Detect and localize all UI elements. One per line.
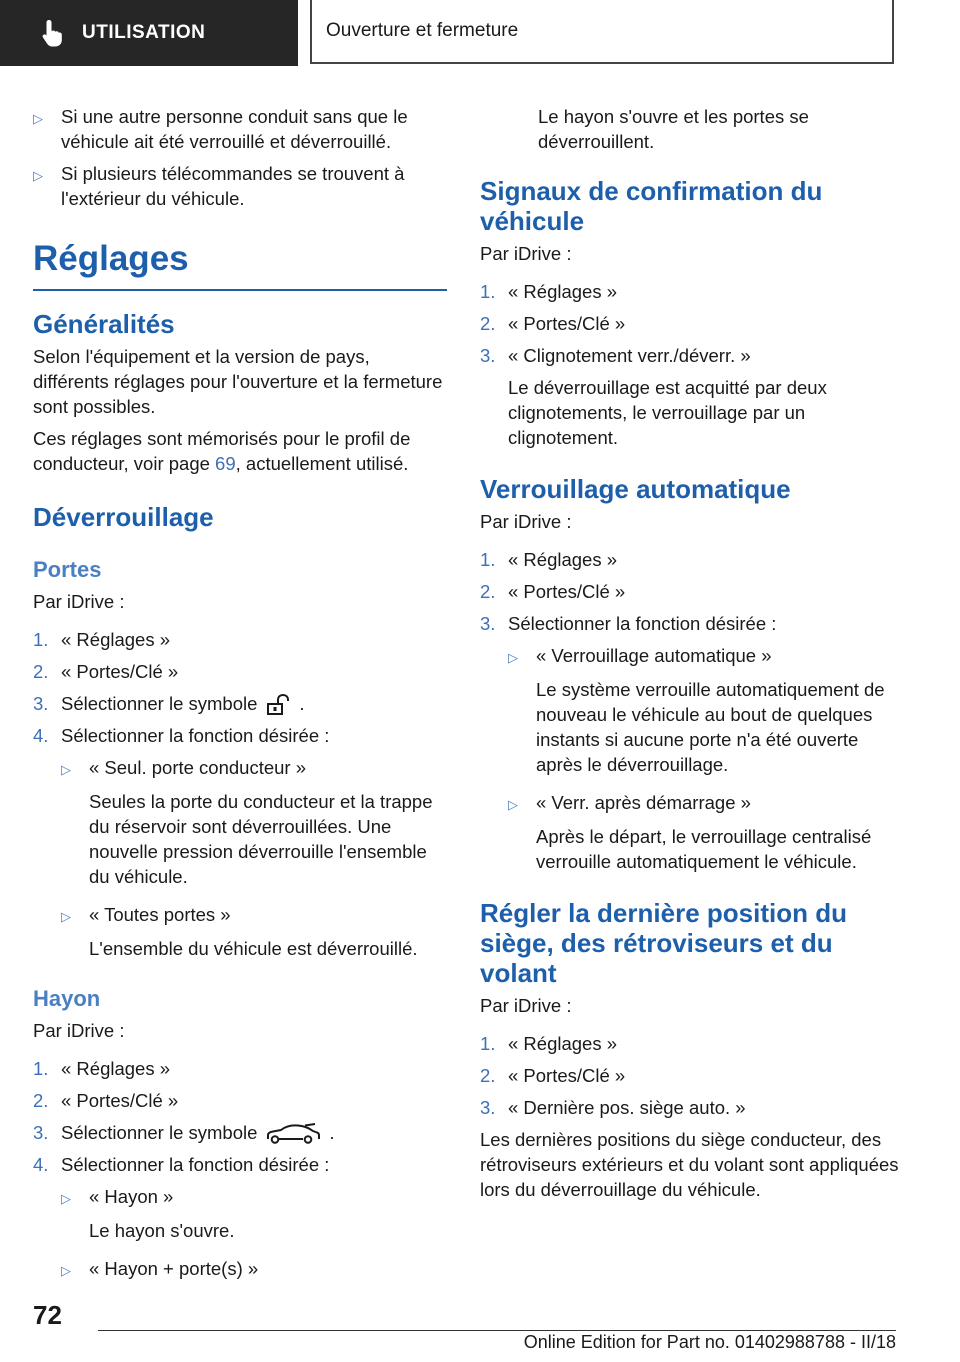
bullet-triangle-icon: ▷ [61, 909, 71, 925]
step-text: « Portes/Clé » [508, 1065, 626, 1086]
sub-list [33, 755, 447, 961]
list-item [480, 311, 900, 336]
option-description: Seules la porte du conducteur et la trappe du réservoir sont déverrouillées. Une nouvelle pression déverrouille l'ensemble du véhicule. [89, 791, 433, 888]
option-description: Le hayon s'ouvre. [89, 1220, 235, 1242]
list-item [508, 790, 900, 817]
step-text: « Clignotement verr./déverr. » [508, 345, 751, 366]
paragraph: Par iDrive : [480, 511, 572, 532]
bullet-triangle-icon: ▷ [33, 168, 43, 183]
footer-edition: Online Edition for Part no. 01402988788 - II/18 [523, 1332, 896, 1352]
section-heading-signaux: Signaux de confirmation du véhicule [480, 176, 823, 236]
step-text: « Réglages » [508, 1033, 618, 1054]
step-number: 2. [33, 1090, 49, 1112]
step-number: 1. [480, 281, 496, 302]
footer-rule [98, 1330, 896, 1331]
step-number: 3. [480, 613, 496, 634]
subsection-heading-portes: Portes [33, 557, 102, 582]
step-text: « Portes/Clé » [508, 313, 626, 334]
list-item [61, 755, 447, 782]
step-text: « Portes/Clé » [61, 661, 179, 682]
sub-list [480, 643, 900, 874]
list-item [33, 691, 447, 716]
paragraph: Selon l'équipement et la version de pays, différents réglages pour l'ouverture et la fermeture sont possibles. [33, 346, 443, 417]
paragraph-text: , actuellement utilisé. [235, 453, 409, 474]
step-number: 4. [33, 725, 49, 747]
option-text: « Hayon + porte(s) » [89, 1258, 259, 1280]
step-number: 2. [480, 581, 496, 602]
option-text: « Seul. porte conducteur » [89, 757, 307, 779]
step-text: « Réglages » [508, 281, 618, 302]
list-item [61, 1256, 447, 1283]
bullet-text: Si plusieurs télécommandes se trouvent à l'extérieur du véhicule. [61, 163, 405, 209]
step-text: Sélectionner la fonction désirée : [61, 725, 330, 747]
page-link[interactable]: 69 [215, 453, 236, 474]
list-item [480, 611, 900, 636]
step-text: « Réglages » [61, 1058, 171, 1080]
list-item [61, 1184, 447, 1211]
page-number: 72 [33, 1300, 62, 1330]
list-item [61, 902, 447, 929]
step-text: Sélectionner la fonction désirée : [508, 613, 777, 634]
step-number: 1. [480, 1033, 496, 1054]
list-item [33, 1152, 447, 1177]
step-number: 3. [480, 1097, 496, 1118]
period-text: . [299, 693, 305, 714]
car-tailgate-icon [265, 1123, 321, 1145]
list-item [480, 1095, 900, 1120]
step-text: « Réglages » [61, 629, 171, 650]
list-item [33, 659, 447, 684]
paragraph: Par iDrive : [480, 995, 572, 1016]
hand-pointer-icon [40, 18, 66, 48]
section-heading-verrouillage: Verrouillage automatique [480, 474, 791, 504]
door-unlock-icon [265, 694, 291, 716]
list-item [33, 1088, 447, 1113]
chapter-tab-label: Ouverture et fermeture [326, 20, 519, 41]
bullet-triangle-icon: ▷ [61, 1191, 71, 1207]
step-number: 3. [480, 345, 496, 366]
step-description: Le déverrouillage est acquitté par deux clignotements, le verrouillage par un clignotement. [508, 377, 827, 448]
list-item [480, 1031, 900, 1056]
section-heading-generalites: Généralités [33, 309, 175, 339]
list-item [33, 104, 447, 154]
step-text: « Réglages » [508, 549, 618, 570]
sub-list [33, 1184, 447, 1283]
paragraph: Par iDrive : [33, 591, 125, 612]
step-text: Sélectionner la fonction désirée : [61, 1154, 330, 1176]
subsection-heading-hayon: Hayon [33, 986, 101, 1012]
option-text: « Verr. après démarrage » [536, 792, 751, 813]
step-number: 3. [33, 693, 49, 714]
step-text: « Dernière pos. siège auto. » [508, 1097, 746, 1118]
section-heading-regler: Régler la dernière position du siège, des rétroviseurs et du volant [480, 898, 847, 988]
bullet-triangle-icon: ▷ [33, 111, 43, 126]
list-item [480, 1063, 900, 1088]
step-text: « Portes/Clé » [508, 581, 626, 602]
step-text: Sélectionner le symbole [61, 693, 258, 714]
period-text: . [329, 1122, 335, 1144]
chapter-tab [310, 0, 894, 64]
bullet-triangle-icon: ▷ [508, 650, 518, 665]
list-item [33, 1056, 447, 1081]
option-description: L'ensemble du véhicule est déverrouillé. [89, 938, 418, 960]
list-item [33, 161, 447, 211]
step-number: 4. [33, 1154, 49, 1176]
option-description: Après le départ, le verrouillage centralisé verrouille automatiquement le véhicule. [536, 826, 872, 872]
bullet-triangle-icon: ▷ [508, 797, 518, 812]
step-number: 2. [480, 1065, 496, 1086]
list-item [480, 279, 900, 304]
step-number: 2. [480, 313, 496, 334]
option-text: « Hayon » [89, 1186, 174, 1208]
section-heading-deverrouillage: Déverrouillage [33, 502, 214, 532]
option-text: « Verrouillage automatique » [536, 645, 772, 666]
list-item [480, 579, 900, 604]
step-number: 3. [33, 1122, 49, 1144]
list-item [33, 1120, 447, 1145]
section-tab-label: UTILISATION [82, 22, 206, 43]
chapter-heading: Réglages [33, 239, 189, 278]
step-number: 1. [480, 549, 496, 570]
bullet-triangle-icon: ▷ [61, 762, 71, 778]
step-number: 1. [33, 1058, 49, 1080]
left-column [33, 104, 447, 1290]
bullet-triangle-icon: ▷ [61, 1263, 71, 1279]
list-item [480, 343, 900, 368]
paragraph: Le hayon s'ouvre et les portes se déverrouillent. [538, 106, 809, 152]
list-item [480, 547, 900, 572]
heading-rule [33, 289, 447, 291]
step-number: 1. [33, 629, 49, 650]
paragraph: Par iDrive : [480, 243, 572, 264]
paragraph-text: Ces réglages sont mémorisés pour le profil de conducteur, voir page [33, 428, 411, 474]
paragraph: Les dernières positions du siège conducteur, des rétroviseurs extérieurs et du volant sont appliquées lors du déverrouillage du véhicule. [480, 1129, 899, 1200]
option-description: Le système verrouille automatiquement de nouveau le véhicule au bout de quelques instants si aucune porte n'a été ouverte après le déverrouillage. [536, 679, 885, 775]
paragraph: Par iDrive : [33, 1020, 125, 1042]
paragraph [33, 426, 447, 476]
list-item [508, 643, 900, 670]
page-header [0, 0, 960, 66]
list-item [33, 723, 447, 748]
step-text: « Portes/Clé » [61, 1090, 179, 1112]
right-column [480, 104, 900, 1209]
section-tab [0, 0, 298, 66]
step-number: 2. [33, 661, 49, 682]
option-text: « Toutes portes » [89, 904, 231, 926]
step-text: Sélectionner le symbole [61, 1122, 258, 1144]
bullet-text: Si une autre personne conduit sans que le véhicule ait été verrouillé et déverrouillé. [61, 106, 408, 152]
list-item [33, 627, 447, 652]
